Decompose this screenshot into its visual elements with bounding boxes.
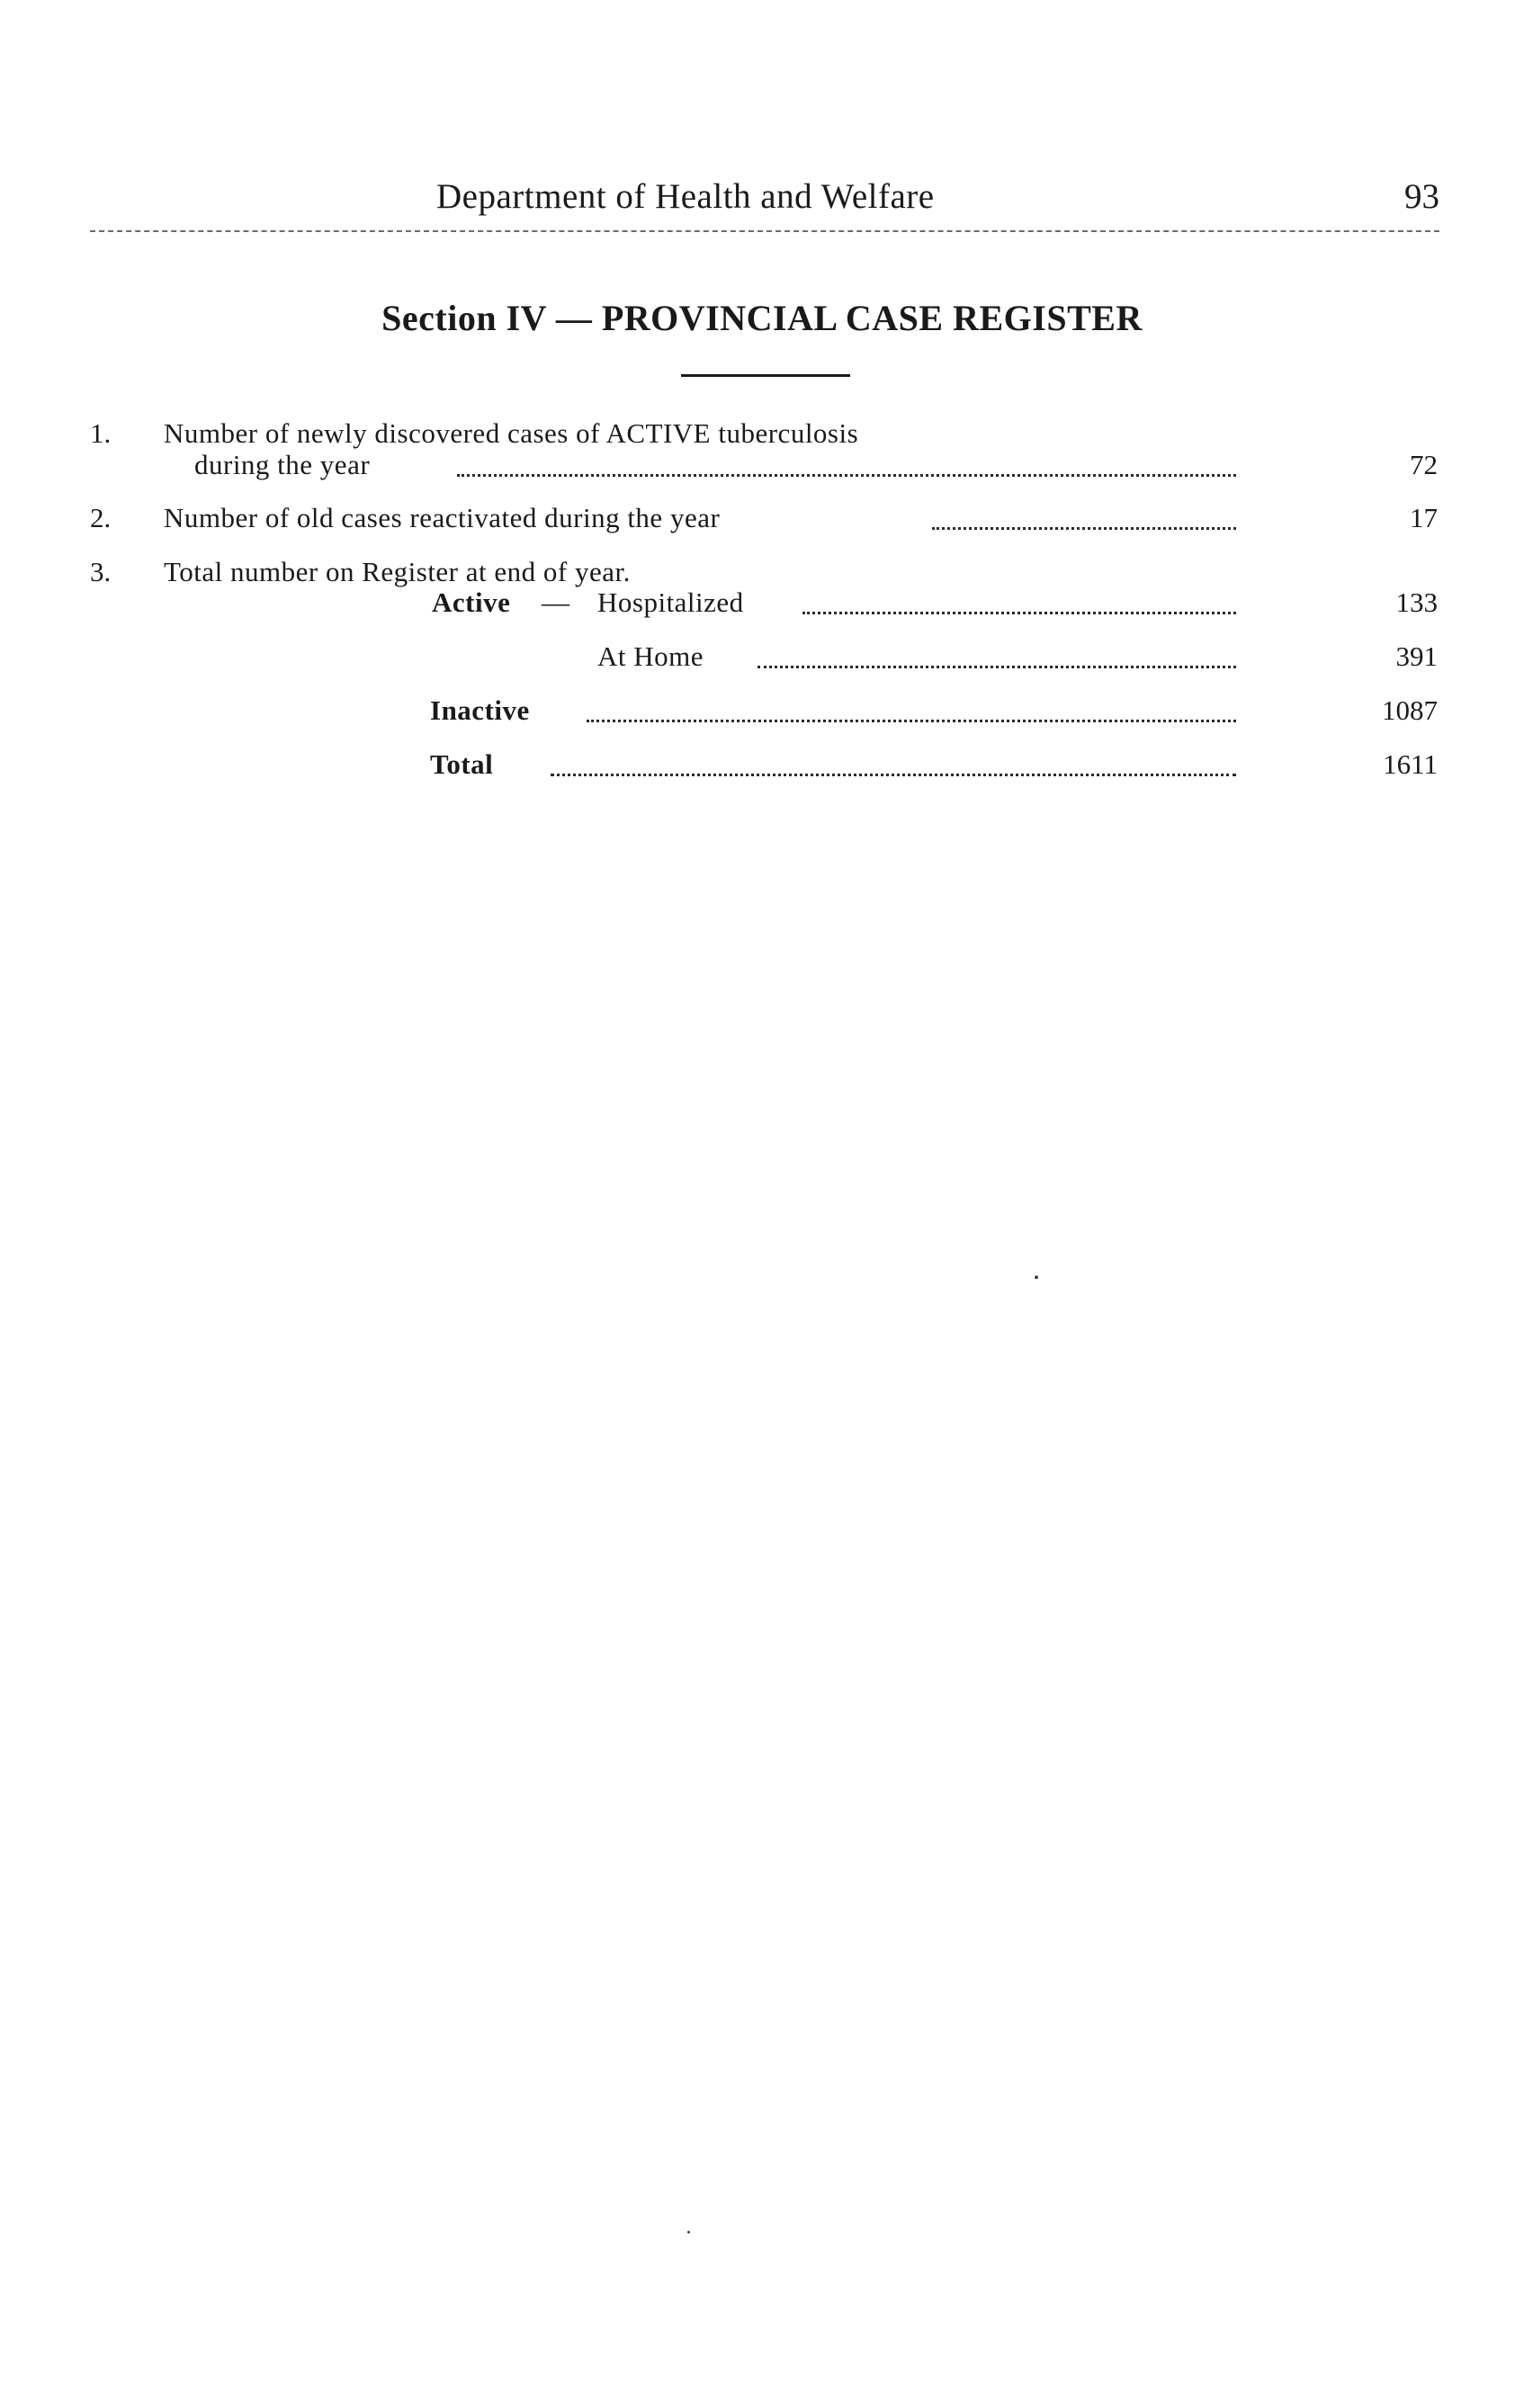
- header-rule: [90, 230, 1439, 232]
- sub-value: 1611: [1383, 748, 1438, 780]
- sub-value: 1087: [1382, 694, 1438, 726]
- item-number: 2.: [90, 502, 112, 533]
- dot-leader: [457, 474, 1236, 477]
- sub-label-active: Active: [432, 586, 511, 618]
- sub-label-inactive: Inactive: [430, 694, 530, 726]
- running-title: Department of Health and Welfare: [436, 177, 935, 216]
- title-underline: [681, 374, 850, 377]
- dot-leader: [551, 774, 1236, 776]
- section-title: Section IV — PROVINCIAL CASE REGISTER: [381, 298, 1143, 338]
- page-number: 93: [1404, 177, 1439, 216]
- item-number: 3.: [90, 556, 112, 587]
- item-value: 72: [1410, 449, 1438, 480]
- item-label-continued: during the year: [194, 449, 371, 480]
- item-label: Number of newly discovered cases of ACTIVE tuberculosis: [164, 417, 859, 449]
- sub-value: 391: [1395, 640, 1438, 672]
- sub-dash: —: [542, 586, 570, 618]
- running-head: [90, 176, 1439, 227]
- sub-label-total: Total: [430, 748, 494, 780]
- item-value: 17: [1410, 502, 1438, 533]
- dot-leader: [932, 527, 1236, 530]
- item-label: Total number on Register at end of year.: [164, 556, 631, 587]
- dot-leader: [758, 666, 1236, 668]
- sub-label-hospitalized: Hospitalized: [597, 586, 744, 618]
- sub-label-at-home: At Home: [597, 640, 704, 672]
- scan-speck: [687, 2231, 690, 2233]
- item-label: Number of old cases reactivated during the year: [164, 502, 721, 533]
- scan-speck: [1035, 1276, 1038, 1279]
- dot-leader: [587, 720, 1236, 722]
- item-number: 1.: [90, 417, 112, 449]
- dot-leader: [802, 612, 1236, 614]
- sub-value: 133: [1395, 586, 1438, 618]
